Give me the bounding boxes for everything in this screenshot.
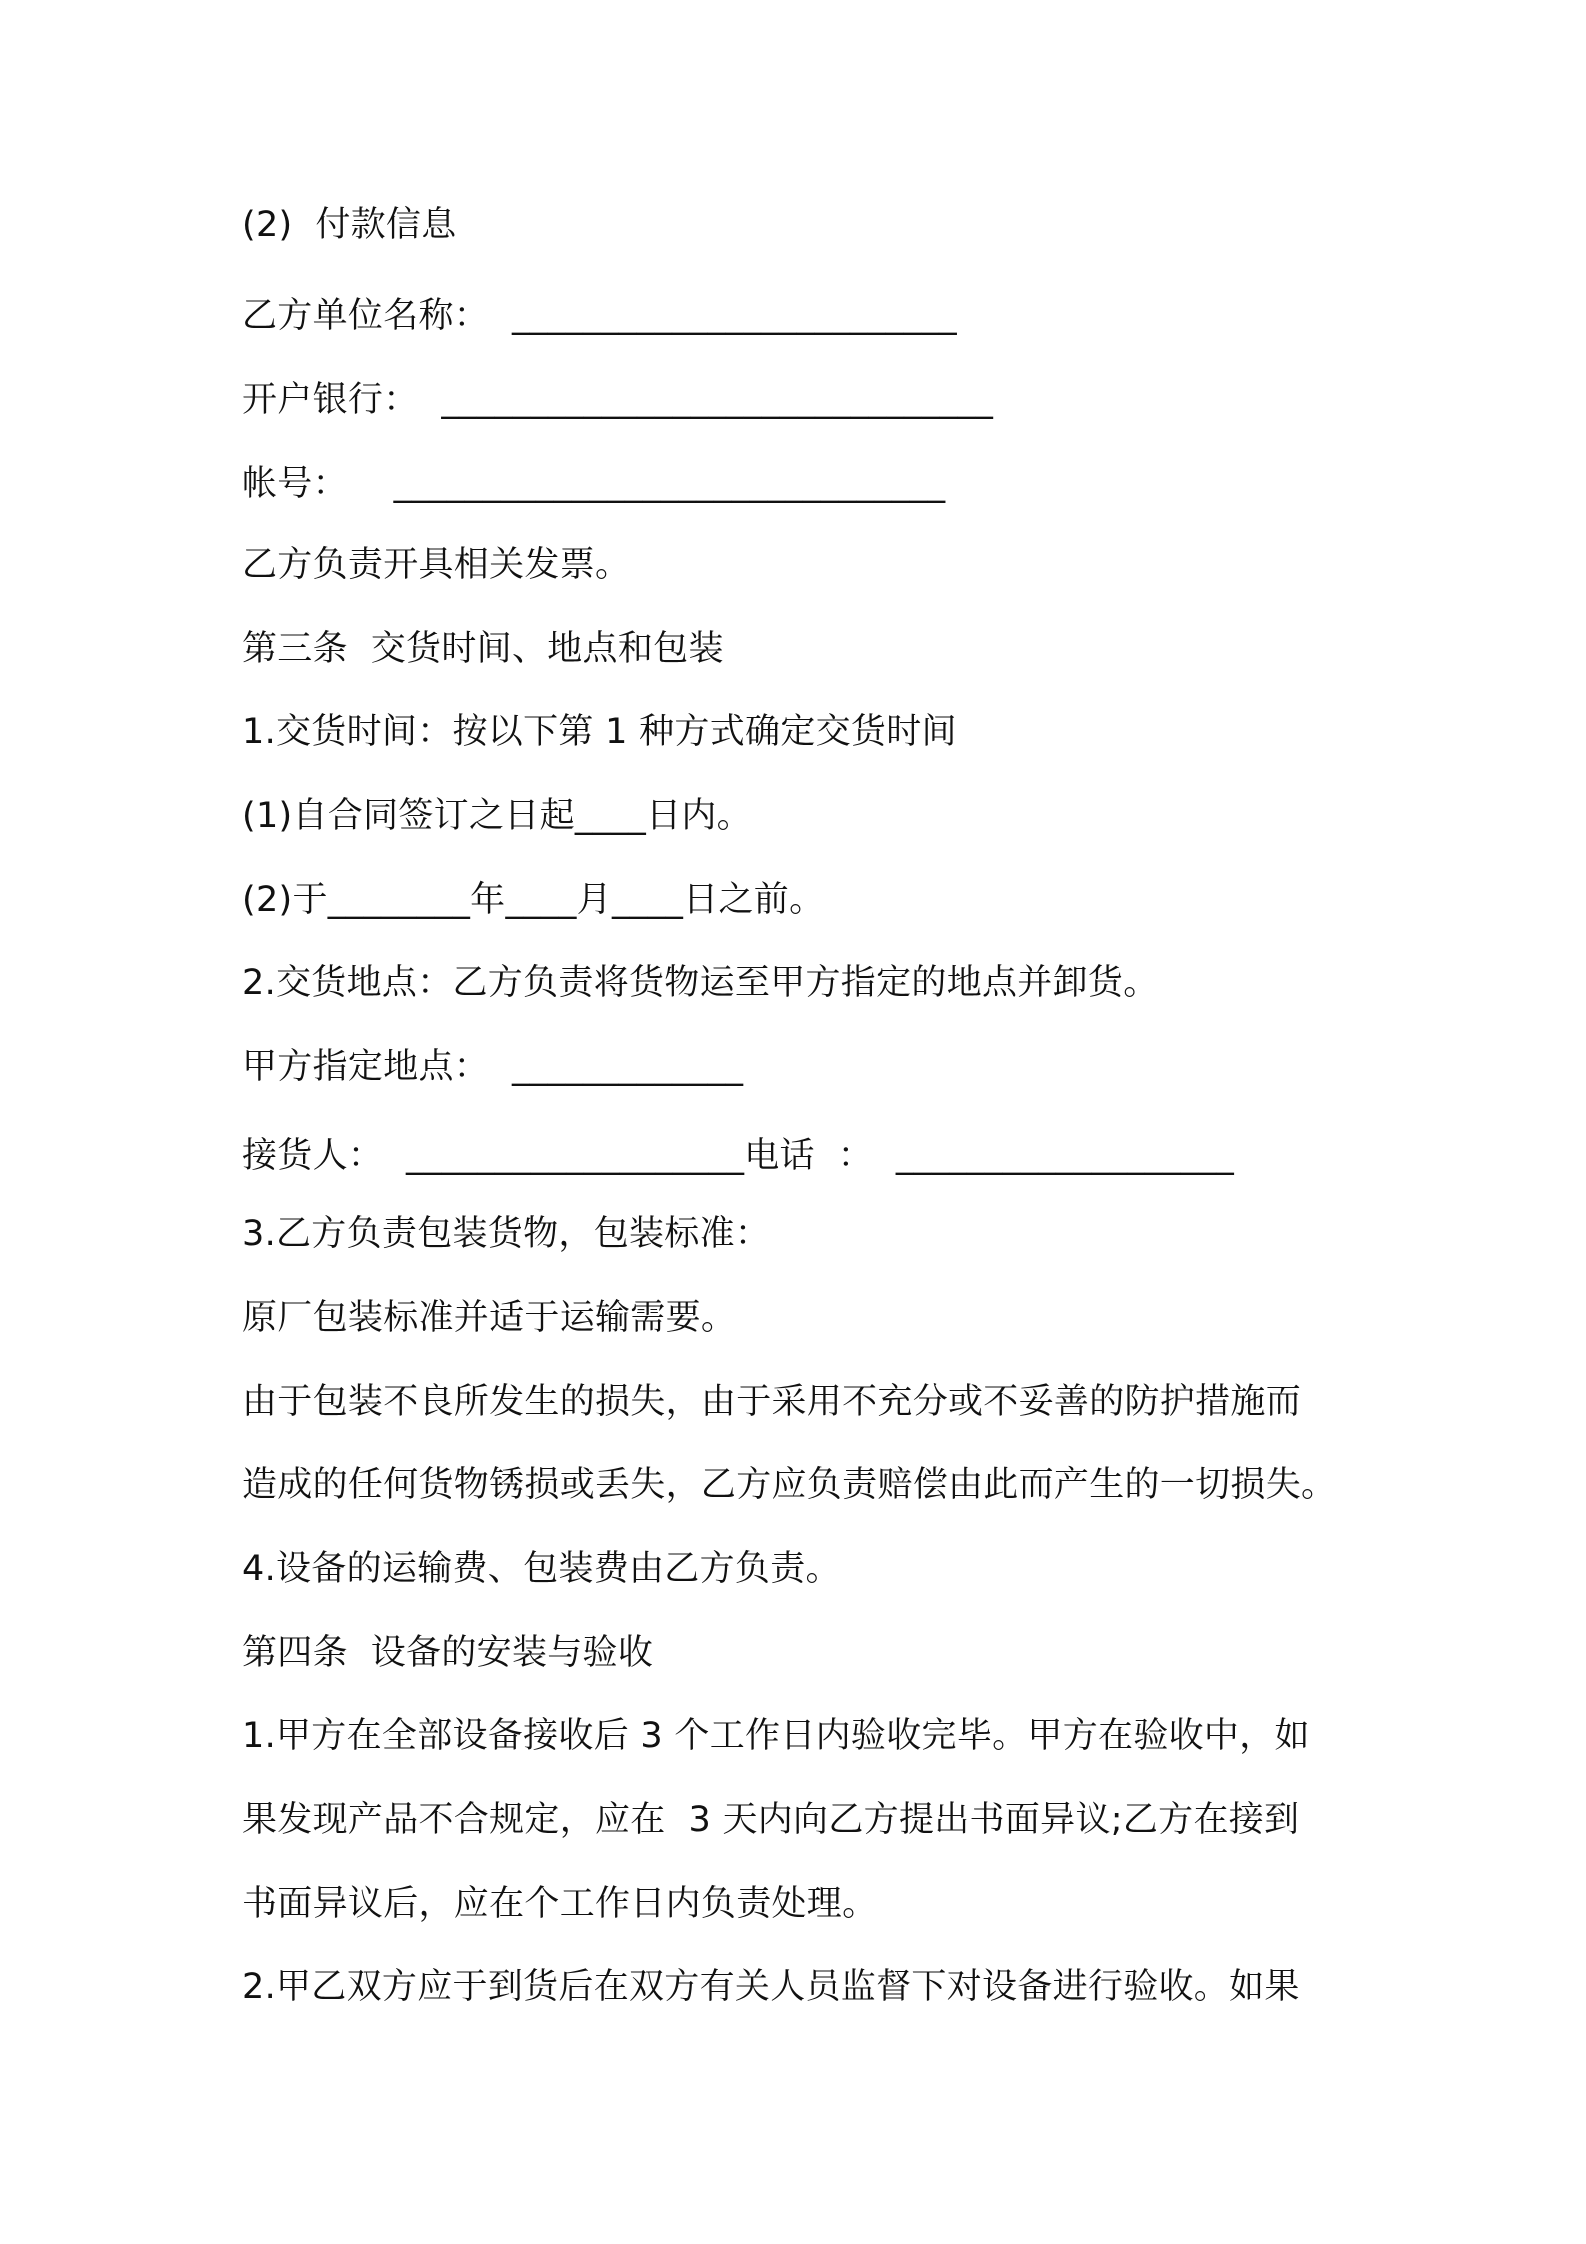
acceptance-clause-line-3: 书面异议后，应在个工作日内负责处理。 xyxy=(242,1884,878,1924)
payment-info-heading: (2) 付款信息 xyxy=(242,205,457,245)
joint-acceptance-clause: 2.甲乙双方应于到货后在双方有关人员监督下对设备进行验收。如果 xyxy=(242,1967,1300,2007)
packaging-liability-line-2: 造成的任何货物锈损或丢失，乙方应负责赔偿由此而产生的一切损失。 xyxy=(242,1465,1337,1505)
delivery-time-clause: 1.交货时间：按以下第 1 种方式确定交货时间 xyxy=(242,712,957,752)
acceptance-clause-line-2: 果发现产品不合规定，应在 3 天内向乙方提出书面异议;乙方在接到 xyxy=(242,1800,1300,1840)
article-four-heading: 第四条 设备的安装与验收 xyxy=(242,1633,654,1673)
acceptance-clause-line-1: 1.甲方在全部设备接收后 3 个工作日内验收完毕。甲方在验收中，如 xyxy=(242,1716,1310,1756)
delivery-location-clause: 2.交货地点：乙方负责将货物运至甲方指定的地点并卸货。 xyxy=(242,963,1159,1003)
packaging-liability-line-1: 由于包装不良所发生的损失，由于采用不充分或不妥善的防护措施而 xyxy=(242,1382,1302,1422)
transport-fee-clause: 4.设备的运输费、包装费由乙方负责。 xyxy=(242,1549,841,1589)
party-b-unit-name-field: 乙方单位名称： _________________________ xyxy=(242,296,957,336)
delivery-option-2: (2)于________年____月____日之前。 xyxy=(242,880,825,920)
bank-field: 开户银行： _______________________________ xyxy=(242,380,994,420)
packaging-clause: 3.乙方负责包装货物，包装标准： xyxy=(242,1214,771,1254)
article-three-heading: 第三条 交货时间、地点和包装 xyxy=(242,629,724,669)
packaging-standard: 原厂包装标准并适于运输需要。 xyxy=(242,1298,737,1338)
delivery-option-1: (1)自合同签订之日起____日内。 xyxy=(242,796,752,836)
invoice-clause: 乙方负责开具相关发票。 xyxy=(242,545,631,585)
account-number-field: 帐号： _______________________________ xyxy=(242,464,946,504)
party-a-location-field: 甲方指定地点： _____________ xyxy=(242,1047,744,1087)
receiver-phone-field: 接货人： ___________________电话 ： ___________________ xyxy=(242,1136,1235,1176)
